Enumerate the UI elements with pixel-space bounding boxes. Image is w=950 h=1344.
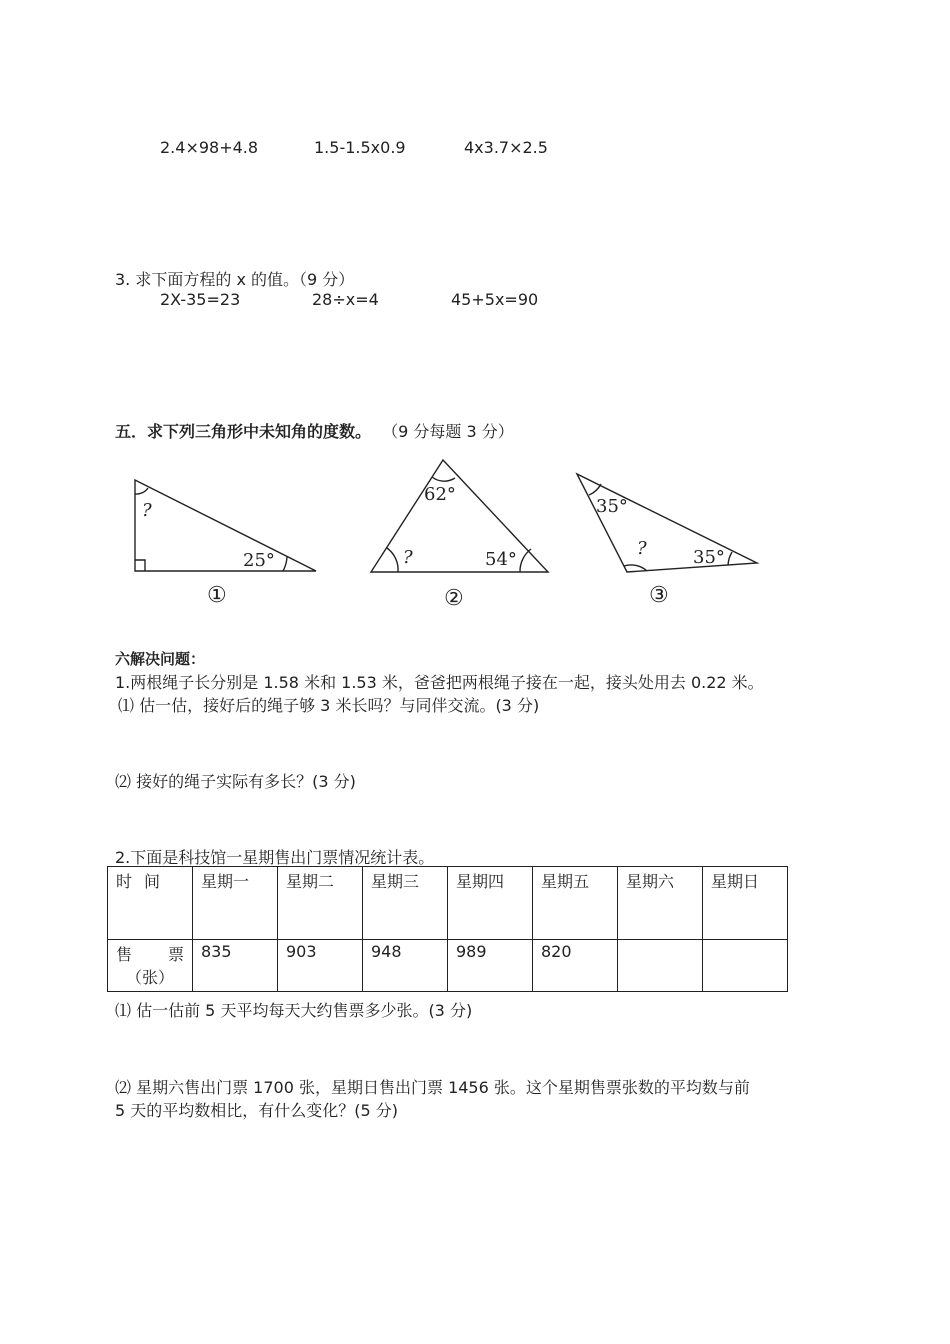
triangle-3-unknown: ? [637,538,647,559]
triangle-2-angle: 54° [485,549,517,570]
q2-text: 2.下面是科技馆一星期售出门票情况统计表。 [115,848,435,867]
calc-expression-3: 4x3.7×2.5 [464,138,548,157]
triangle-2-top: 62° [424,484,456,505]
table-cell: 835 [193,940,278,992]
table-row-label [108,940,193,992]
table-cell [618,940,703,992]
table-header-day: 星期五 [533,867,618,940]
calc-expression-2: 1.5-1.5x0.9 [314,138,406,157]
triangle-2 [371,460,548,572]
table-header-day: 星期一 [193,867,278,940]
table-cell: 903 [278,940,363,992]
table-header-label [108,867,193,940]
triangle-3-top: 35° [596,496,628,517]
q2-part-a: ⑴ 估一估前 5 天平均每天大约售票多少张。(3 分) [115,1001,473,1020]
calc-expression-1: 2.4×98+4.8 [160,138,259,157]
table-cell: 948 [363,940,448,992]
triangle-3 [577,474,757,572]
q1-text: 1.两根绳子长分别是 1.58 米和 1.53 米，爸爸把两根绳子接在一起，接头处用去 0.22 米。 [115,673,764,692]
table-header-day: 星期二 [278,867,363,940]
table-header-day: 星期六 [618,867,703,940]
table-header-label-a: 时 [116,872,133,891]
triangle-2-label: ② [444,586,464,611]
table-row-label-unit: （张） [125,968,174,987]
table-header-row [108,867,788,940]
equation-3: 45+5x=90 [451,290,539,309]
table-header-day: 星期日 [703,867,788,940]
section6-title: 六解决问题： [115,650,206,668]
table-row-label-b: 票 [167,945,184,964]
table-row [108,940,788,992]
section3-title: 3. 求下面方程的 x 的值。（9 分） [115,270,355,289]
q2-part-b-line2: 5 天的平均数相比，有什么变化？(5 分) [115,1101,399,1120]
triangle-3-angle: 35° [693,547,725,568]
q1-part-b: ⑵ 接好的绳子实际有多长？(3 分) [115,772,356,791]
equation-2: 28÷x=4 [312,290,379,309]
triangle-1-angle: 25° [243,550,275,571]
equation-1: 2X-35=23 [160,290,241,309]
table-row-label-a: 售 [116,945,133,964]
q2-part-b-line1: ⑵ 星期六售出门票 1700 张，星期日售出门票 1456 张。这个星期售票张数的平均数与前 [115,1078,750,1097]
triangle-1-label: ① [207,583,227,608]
table-cell [703,940,788,992]
ticket-table [107,866,788,992]
section5-title: 五．求下列三角形中未知角的度数。 [115,422,372,441]
section5-heading [115,419,514,442]
table-header-label-b: 间 [143,872,160,891]
table-header-day: 星期三 [363,867,448,940]
q1-part-a: ⑴ 估一估，接好后的绳子够 3 米长吗？与同伴交流。(3 分) [118,696,540,715]
triangle-2-unknown: ? [403,547,413,568]
triangle-3-label: ③ [649,583,669,608]
triangle-1-unknown: ? [142,500,152,521]
table-cell: 989 [448,940,533,992]
section5-score: （9 分每题 3 分） [382,422,514,441]
table-header-day: 星期四 [448,867,533,940]
table-cell: 820 [533,940,618,992]
triangle-1 [135,480,316,571]
triangles-figure [0,450,950,650]
